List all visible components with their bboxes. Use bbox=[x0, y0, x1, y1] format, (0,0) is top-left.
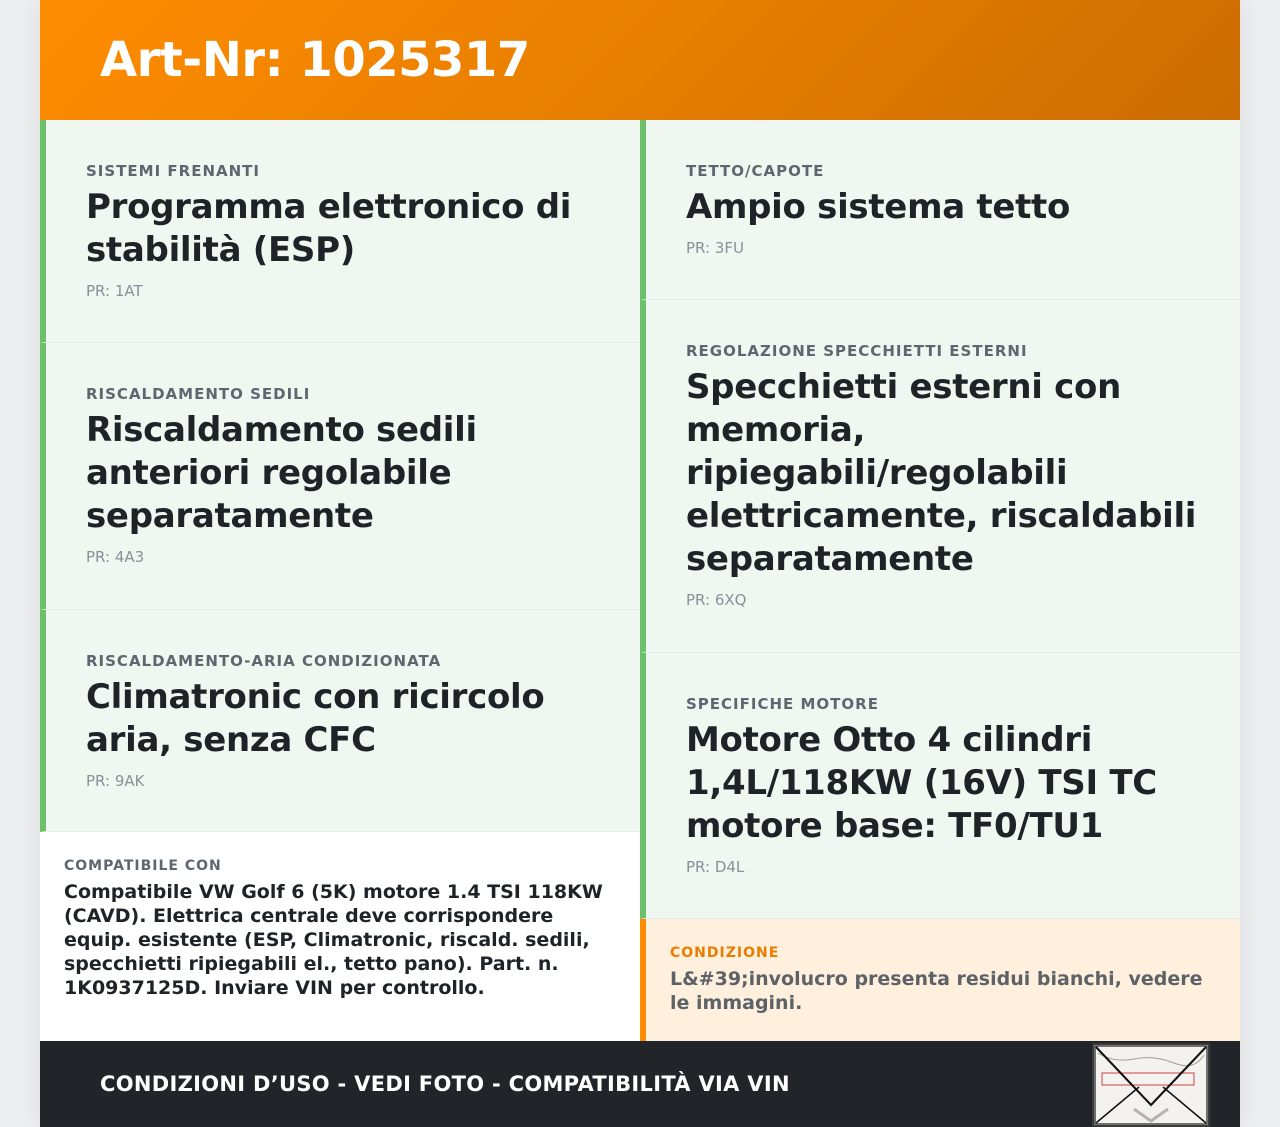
page bbox=[40, 0, 1240, 1127]
footer-text: CONDIZIONI D’USO - VEDI FOTO - COMPATIBILITÀ VIA VIN bbox=[100, 1072, 790, 1096]
option-pr-code: PR: 3FU bbox=[686, 239, 744, 257]
compatibility-text: Compatibile VW Golf 6 (5K) motore 1.4 TSI 118KW (CAVD). Elettrica centrale deve corrispondere equip. esistente (ESP, Climatronic, riscald. sedili, specchietti ripiegabili el., tetto pano). Part. n. 1K0937125D. Inviare VIN per controllo. bbox=[64, 881, 603, 999]
option-card bbox=[640, 300, 1240, 653]
option-pr-code: PR: 1AT bbox=[86, 282, 143, 300]
option-pr-code: PR: D4L bbox=[686, 858, 745, 876]
option-title: Programma elettronico di stabilità (ESP) bbox=[86, 187, 572, 270]
footer-bar bbox=[40, 1041, 1240, 1127]
content-columns bbox=[40, 120, 1240, 1041]
left-column bbox=[40, 120, 640, 1041]
compatibility-box bbox=[40, 832, 640, 1041]
option-title: Riscaldamento sedili anteriori regolabile separatamente bbox=[86, 410, 477, 536]
option-category: REGOLAZIONE SPECCHIETTI ESTERNI bbox=[686, 342, 1028, 360]
envelope-icon bbox=[1094, 1045, 1208, 1125]
option-card bbox=[40, 343, 640, 610]
condition-text: L&#39;involucro presenta residui bianchi, vedere le immagini. bbox=[670, 968, 1203, 1014]
option-card bbox=[640, 653, 1240, 919]
header bbox=[40, 0, 1240, 120]
option-category: RISCALDAMENTO-ARIA CONDIZIONATA bbox=[86, 652, 442, 670]
condition-label: CONDIZIONE bbox=[670, 945, 780, 961]
option-category: SISTEMI FRENANTI bbox=[86, 162, 260, 180]
option-title: Specchietti esterni con memoria, ripiegabili/regolabili elettricamente, riscaldabili separatamente bbox=[686, 367, 1197, 579]
option-card bbox=[40, 610, 640, 832]
article-number-title: Art-Nr: 1025317 bbox=[100, 32, 530, 88]
option-card bbox=[640, 120, 1240, 300]
envelope-photo-icon[interactable] bbox=[1092, 1043, 1210, 1127]
compatibility-label: COMPATIBILE CON bbox=[64, 858, 222, 874]
option-pr-code: PR: 4A3 bbox=[86, 548, 145, 566]
option-category: SPECIFICHE MOTORE bbox=[686, 695, 879, 713]
option-card bbox=[40, 120, 640, 343]
option-pr-code: PR: 6XQ bbox=[686, 591, 747, 609]
option-title: Climatronic con ricircolo aria, senza CFC bbox=[86, 677, 545, 760]
option-title: Ampio sistema tetto bbox=[686, 187, 1071, 227]
right-column bbox=[640, 120, 1240, 1041]
option-category: RISCALDAMENTO SEDILI bbox=[86, 385, 311, 403]
condition-box bbox=[640, 919, 1240, 1041]
option-pr-code: PR: 9AK bbox=[86, 772, 145, 790]
option-category: TETTO/CAPOTE bbox=[686, 162, 825, 180]
option-title: Motore Otto 4 cilindri 1,4L/118KW (16V) TSI TC motore base: TF0/TU1 bbox=[686, 720, 1157, 846]
